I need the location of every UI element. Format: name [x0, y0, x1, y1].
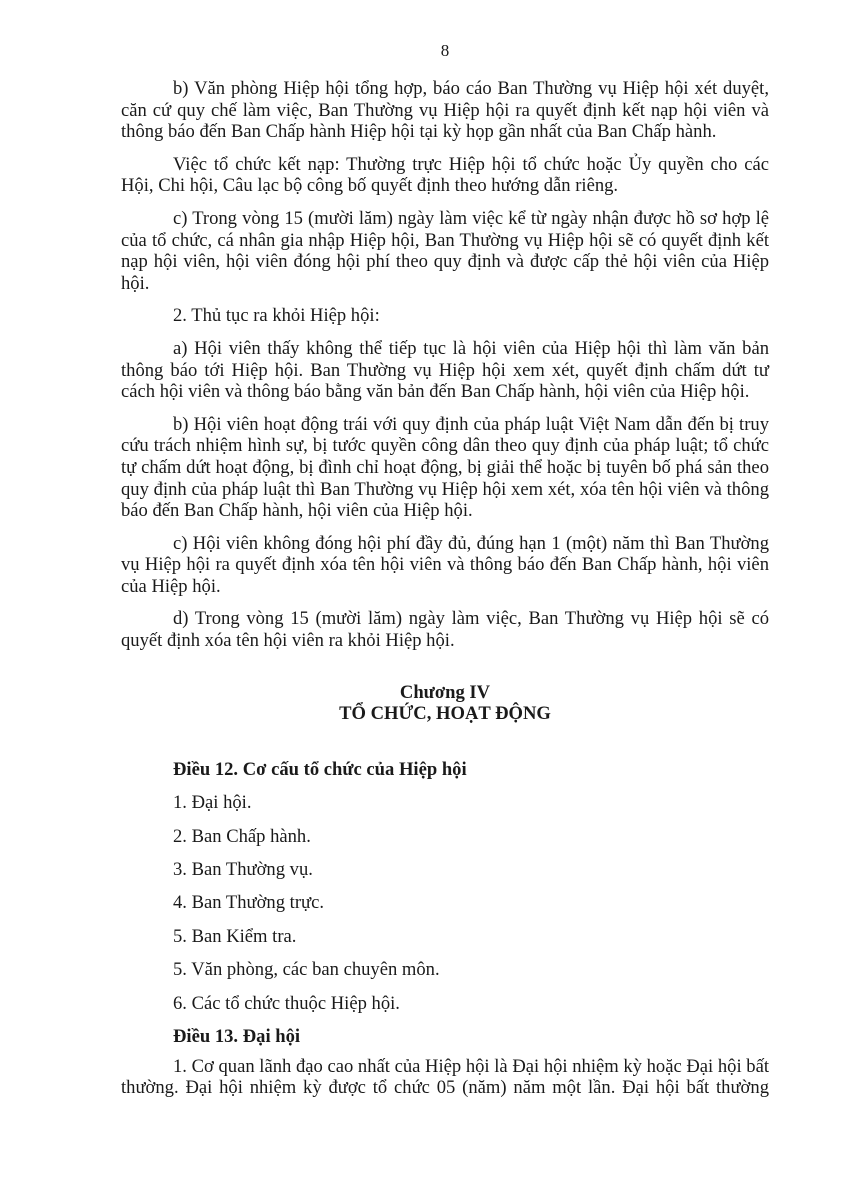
- paragraph-withdrawal-deadline: d) Trong vòng 15 (mười lăm) ngày làm việc, Ban Thường vụ Hiệp hội sẽ có quyết định xóa tên hội viên ra khỏi Hiệp hội.: [121, 608, 769, 652]
- paragraph-membership-approval: b) Văn phòng Hiệp hội tổng hợp, báo cáo Ban Thường vụ Hiệp hội xét duyệt, căn cứ quy chế làm việc, Ban Thường vụ Hiệp hội ra quyết định kết nạp hội viên và thông báo đến Ban Chấp hành Hiệp hội tại kỳ họp gần nhất của Ban Chấp hành.: [121, 78, 769, 143]
- paragraph-withdrawal-fees: c) Hội viên không đóng hội phí đầy đủ, đúng hạn 1 (một) năm thì Ban Thường vụ Hiệp hội ra quyết định xóa tên hội viên và thông báo đến Ban Chấp hành, hội viên của Hiệp hội.: [121, 532, 769, 597]
- document-body: [121, 78, 769, 1110]
- paragraph-admission-ceremony: Việc tổ chức kết nạp: Thường trực Hiệp hội tổ chức hoặc Ủy quyền cho các Hội, Chi hội, Câu lạc bộ công bố quyết định theo hướng dẫn riêng.: [121, 153, 769, 197]
- list-item: 2. Ban Chấp hành.: [173, 825, 311, 847]
- page-number: 8: [440, 41, 450, 60]
- list-item: 5. Văn phòng, các ban chuyên môn.: [173, 959, 440, 981]
- article-13-title: Điều 13. Đại hội: [173, 1025, 301, 1047]
- list-item: 3. Ban Thường vụ.: [173, 859, 313, 881]
- paragraph-congress-definition: 1. Cơ quan lãnh đạo cao nhất của Hiệp hội là Đại hội nhiệm kỳ hoặc Đại hội bất thường. Đại hội nhiệm kỳ được tổ chức 05 (năm) năm một lần. Đại hội bất thường: [121, 1055, 769, 1099]
- article-12-title: Điều 12. Cơ cấu tổ chức của Hiệp hội: [173, 758, 467, 780]
- paragraph-withdrawal-violation: b) Hội viên hoạt động trái với quy định của pháp luật Việt Nam dẫn đến bị truy cứu trách nhiệm hình sự, bị tước quyền công dân theo quy định của pháp luật; tổ chức tự chấm dứt hoạt động, bị đình chỉ hoạt động, bị giải thể hoặc bị tuyên bố phá sản theo quy định của pháp luật thì Ban Thường vụ Hiệp hội xem xét, xóa tên hội viên và thông báo đến Ban Chấp hành, hội viên của Hiệp hội.: [121, 413, 769, 522]
- chapter-heading: [121, 682, 769, 724]
- chapter-label: Chương IV: [399, 681, 491, 703]
- chapter-title: TỔ CHỨC, HOẠT ĐỘNG: [339, 702, 551, 724]
- paragraph-withdrawal-heading: 2. Thủ tục ra khỏi Hiệp hội:: [173, 305, 380, 327]
- paragraph-withdrawal-voluntary: a) Hội viên thấy không thể tiếp tục là hội viên của Hiệp hội thì làm văn bản thông báo tới Hiệp hội. Ban Thường vụ Hiệp hội xem xét, quyết định chấm dứt tư cách hội viên và thông báo bằng văn bản đến Ban Chấp hành, hội viên của Hiệp hội.: [121, 337, 769, 403]
- list-item: 6. Các tổ chức thuộc Hiệp hội.: [173, 992, 400, 1014]
- list-item: 4. Ban Thường trực.: [173, 892, 325, 914]
- list-item: 5. Ban Kiểm tra.: [173, 925, 297, 947]
- paragraph-admission-deadline: c) Trong vòng 15 (mười lăm) ngày làm việc kể từ ngày nhận được hồ sơ hợp lệ của tổ chức, cá nhân gia nhập Hiệp hội, Ban Thường vụ Hiệp hội sẽ có quyết định kết nạp hội viên, hội viên đóng hội phí theo quy định và được cấp thẻ hội viên của Hiệp hội.: [121, 207, 769, 294]
- list-item: 1. Đại hội.: [173, 792, 252, 814]
